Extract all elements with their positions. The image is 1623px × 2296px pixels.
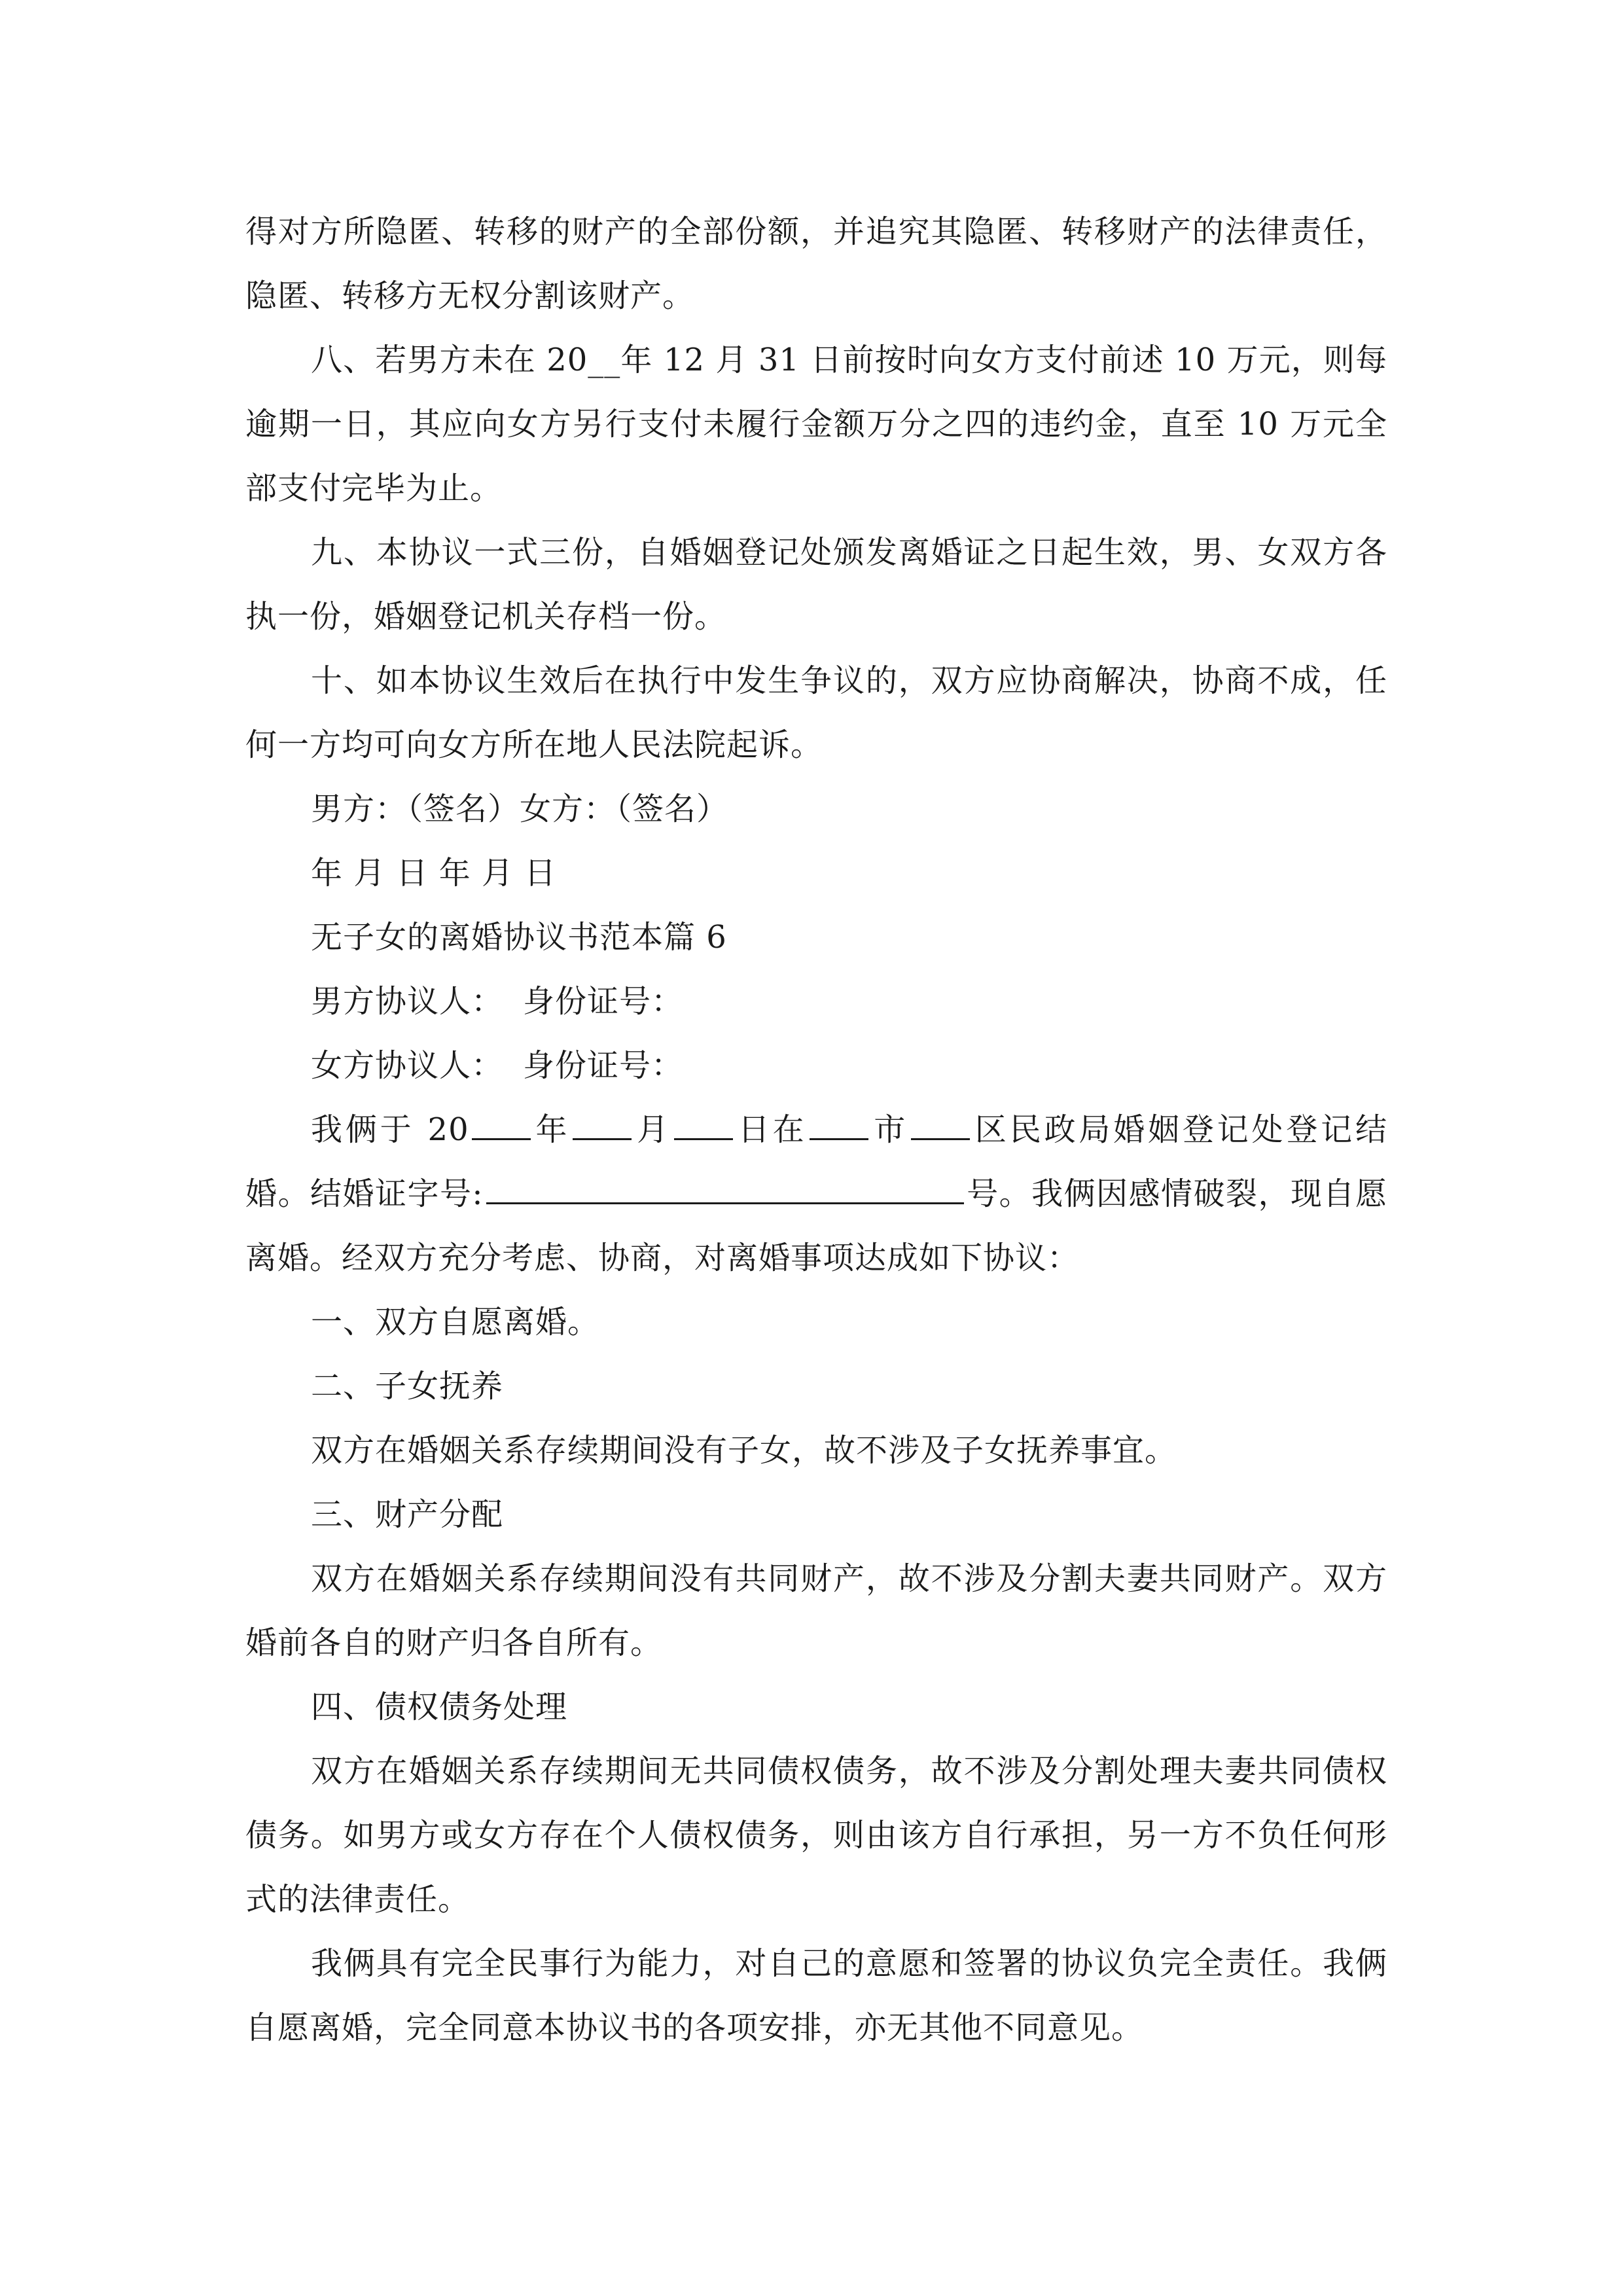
reg-text-1: 我俩于 20 <box>311 1111 469 1148</box>
male-party-label: 男方协议人： <box>311 983 504 1020</box>
marriage-registration-paragraph <box>245 1098 1387 1290</box>
certificate-number-blank <box>486 1168 964 1204</box>
child-custody-text: 双方在婚姻关系存续期间没有子女，故不涉及子女抚养事宜。 <box>311 1432 1177 1469</box>
male-id-label: 身份证号： <box>523 983 684 1020</box>
female-party-label: 女方协议人： <box>311 1047 504 1084</box>
clause-9-copies: 九、本协议一式三份，自婚姻登记处颁发离婚证之日起生效，男、女双方各执一份，婚姻登记机关存档一份。 <box>245 534 1387 635</box>
reg-text-7: 号。我俩因感情破裂，现自愿离婚。经双方充分考虑、协商，对离婚事项达成如下协议： <box>245 1175 1387 1276</box>
female-party-line <box>245 1033 1387 1098</box>
year-blank <box>472 1104 531 1140</box>
paragraph-property-concealment: 得对方所隐匿、转移的财产的全部份额，并追究其隐匿、转移财产的法律责任，隐匿、转移方无权分割该财产。 <box>245 213 1387 314</box>
debts-text: 双方在婚姻关系存续期间无共同债权债务，故不涉及分割处理夫妻共同债权债务。如男方或女方存在个人债权债务，则由该方自行承担，另一方不负任何形式的法律责任。 <box>245 1753 1387 1918</box>
reg-text-3: 月 <box>634 1111 671 1148</box>
heading-child-custody: 二、子女抚养 <box>311 1368 504 1405</box>
property-division-text: 双方在婚姻关系存续期间没有共同财产，故不涉及分割夫妻共同财产。双方婚前各自的财产归各自所有。 <box>245 1560 1387 1661</box>
clause-10-disputes: 十、如本协议生效后在执行中发生争议的，双方应协商解决，协商不成，任何一方均可向女方所在地人民法院起诉。 <box>245 662 1387 763</box>
day-blank <box>674 1104 733 1140</box>
female-id-label: 身份证号： <box>523 1047 684 1084</box>
heading-debts: 四、债权债务处理 <box>311 1689 568 1725</box>
date-line: 年 月 日 年 月 日 <box>311 855 557 891</box>
month-blank <box>573 1104 632 1140</box>
reg-text-6: 区民政局婚姻登记处登记结婚。结婚证字号: <box>245 1111 1387 1212</box>
reg-text-4: 日在 <box>735 1111 808 1148</box>
signature-line: 男方：（签名）女方：（签名） <box>311 791 729 827</box>
clause-8-late-payment: 八、若男方未在 20__年 12 月 31 日前按时向女方支付前述 10 万元，则每逾期一日，其应向女方另行支付未履行金额万分之四的违约金，直至 10 万元全部支付完毕为止。 <box>245 342 1387 507</box>
capacity-statement: 我俩具有完全民事行为能力，对自己的意愿和签署的协议负完全责任。我俩自愿离婚，完全同意本协议书的各项安排，亦无其他不同意见。 <box>245 1945 1387 2046</box>
male-party-line <box>245 969 1387 1033</box>
reg-text-5: 市 <box>871 1111 909 1148</box>
section-title-template-6: 无子女的离婚协议书范本篇 6 <box>311 919 727 956</box>
city-blank <box>810 1104 868 1140</box>
heading-property-division: 三、财产分配 <box>311 1496 504 1533</box>
district-blank <box>911 1104 970 1140</box>
document-body <box>245 200 1387 2060</box>
reg-text-2: 年 <box>533 1111 571 1148</box>
item-1-voluntary-divorce: 一、双方自愿离婚。 <box>311 1304 600 1340</box>
